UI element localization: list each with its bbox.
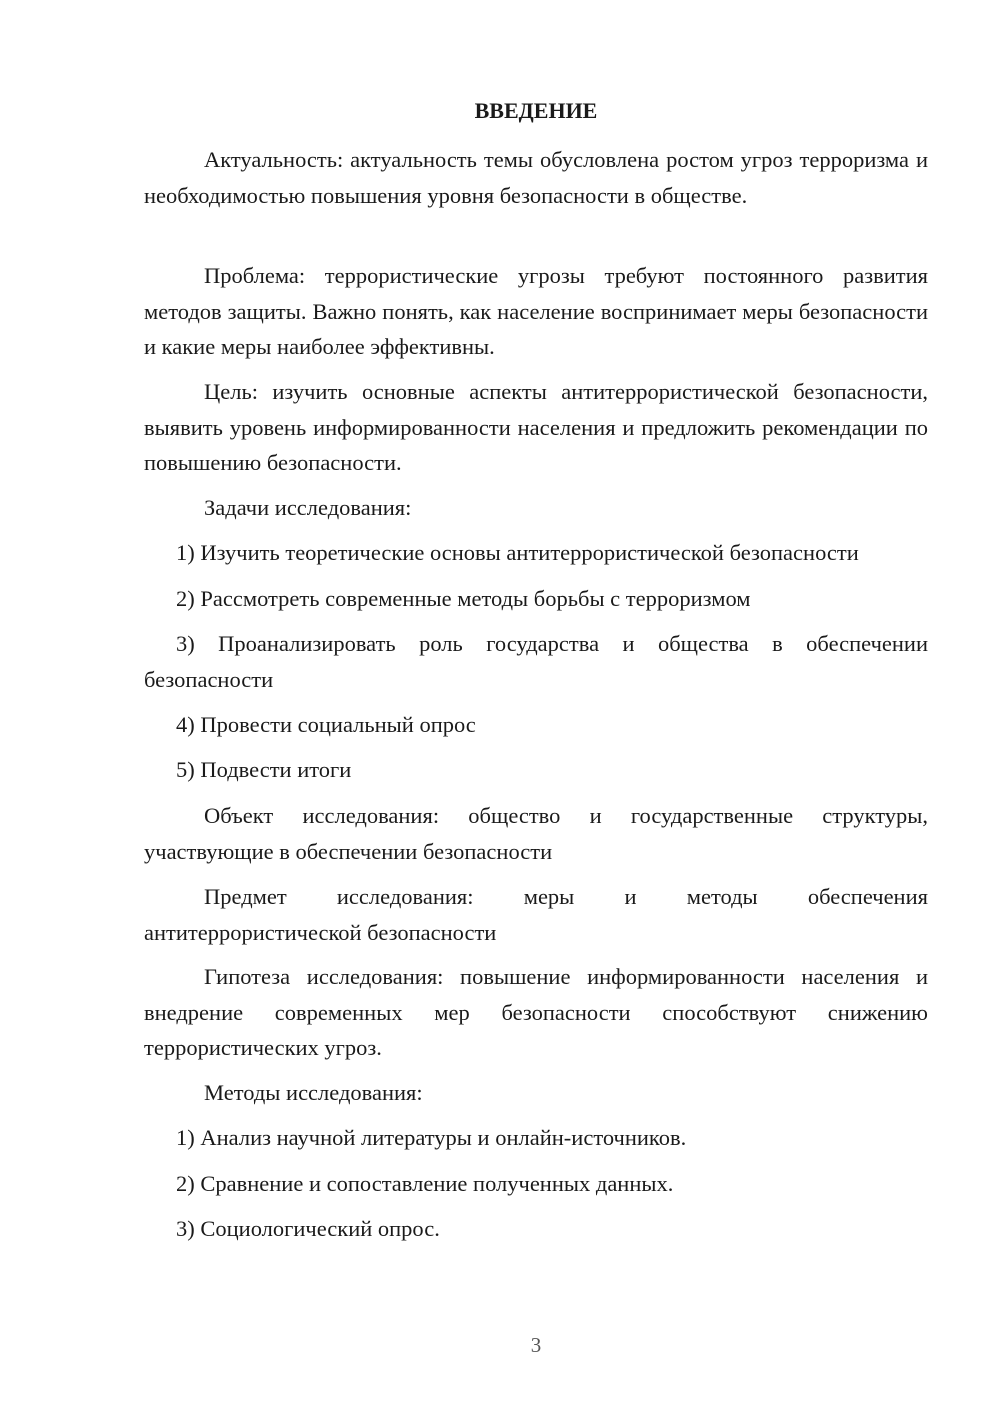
method-item-3: 3) Социологический опрос.	[176, 1216, 440, 1241]
section-title: ВВЕДЕНИЕ	[474, 98, 598, 123]
method-item-2: 2) Сравнение и сопоставление полученных данных.	[176, 1171, 674, 1196]
task-item-2: 2) Рассмотреть современные методы борьбы с терроризмом	[176, 586, 751, 611]
page-number: 3	[530, 1333, 542, 1357]
paragraph-goal: Цель: изучить основные аспекты антитеррористической безопасности, выявить уровень информированности населения и предложить рекомендации по повышению безопасности.	[144, 379, 928, 475]
task-item-1: 1) Изучить теоретические основы антитеррористической безопасности	[176, 540, 859, 565]
paragraph-object: Объект исследования: общество и государственные структуры, участвующие в обеспечении безопасности	[144, 803, 928, 864]
paragraph-subject: Предмет исследования: меры и методы обеспечения антитеррористической безопасности	[144, 884, 928, 945]
methods-heading: Методы исследования:	[204, 1080, 423, 1105]
tasks-heading: Задачи исследования:	[204, 495, 412, 520]
method-item-1: 1) Анализ научной литературы и онлайн-источников.	[176, 1125, 687, 1150]
paragraph-hypothesis: Гипотеза исследования: повышение информированности населения и внедрение современных мер безопасности способствуют снижению террористических угроз.	[144, 964, 928, 1060]
task-item-5: 5) Подвести итоги	[176, 757, 352, 782]
task-item-4: 4) Провести социальный опрос	[176, 712, 476, 737]
task-item-3: 3) Проанализировать роль государства и общества в обеспечении безопасности	[144, 631, 928, 692]
paragraph-relevance: Актуальность: актуальность темы обусловлена ростом угроз терроризма и необходимостью повышения уровня безопасности в обществе.	[144, 147, 928, 208]
paragraph-problem: Проблема: террористические угрозы требуют постоянного развития методов защиты. Важно понять, как население воспринимает меры безопасности и какие меры наиболее эффективны.	[144, 263, 928, 359]
